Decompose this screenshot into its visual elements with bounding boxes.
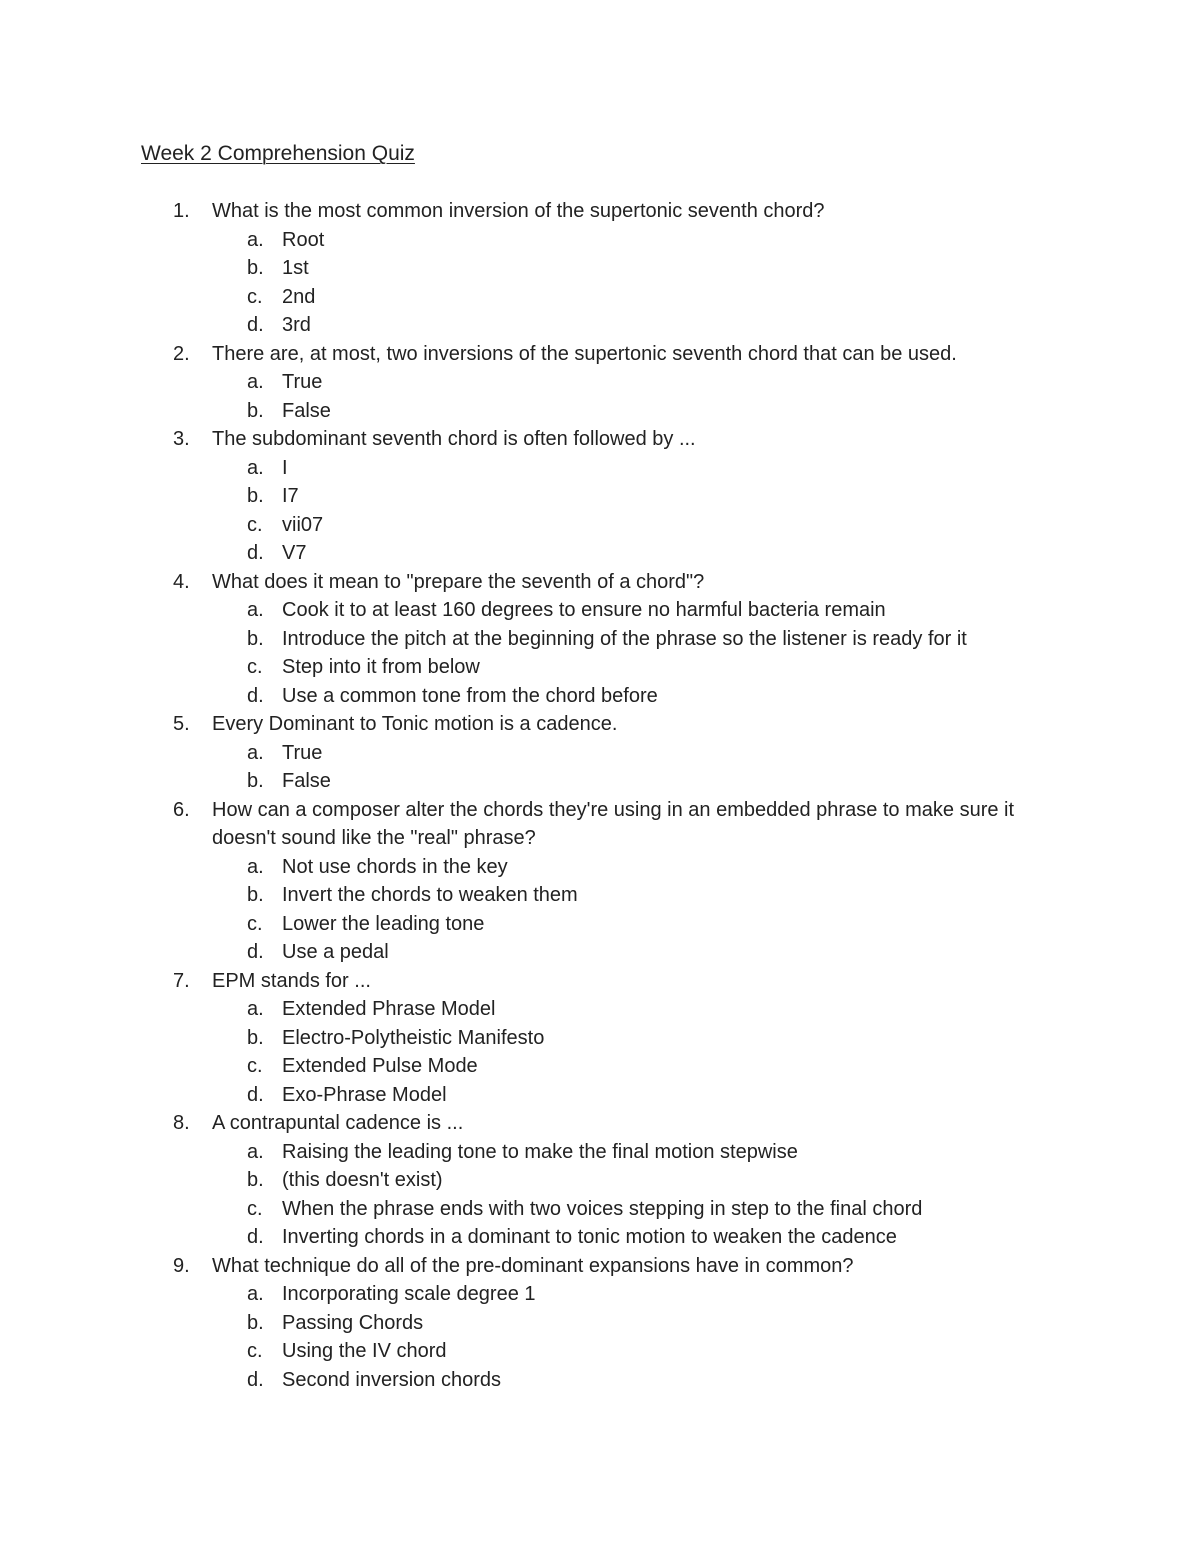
option-text: Passing Chords [282,1311,424,1334]
option-letter: d. [247,314,264,336]
option-text: Introduce the pitch at the beginning of the phrase so the listener is ready for it [282,627,967,650]
answer-option [0,910,1200,939]
option-text: Raising the leading tone to make the final motion stepwise [282,1140,798,1163]
option-text: False [282,399,331,422]
option-text: Not use chords in the key [282,855,508,878]
option-letter: d. [247,684,264,707]
question-number: 9. [173,1254,190,1277]
option-text: Electro-Polytheistic Manifesto [282,1026,545,1049]
answer-option [0,767,1200,796]
option-text: I7 [282,485,299,507]
option-text: vii07 [282,513,324,536]
question-item [0,340,1200,426]
option-letter: a. [247,855,264,878]
option-text: Extended Phrase Model [282,998,496,1020]
option-letter: a. [247,228,264,251]
question-row [0,197,1200,226]
question-row [0,1109,1200,1138]
answer-option [0,853,1200,882]
answer-option [0,1166,1200,1195]
option-letter: b. [247,1169,264,1191]
question-row [0,340,1200,369]
answer-option [0,682,1200,711]
option-letter: d. [247,542,264,564]
answer-option [0,482,1200,511]
option-text: Second inversion chords [282,1368,502,1391]
question-item [0,1252,1200,1395]
option-letter: c. [247,1197,263,1220]
option-letter: a. [247,741,264,764]
answer-option [0,397,1200,426]
answer-option [0,1280,1200,1309]
question-text: What technique do all of the pre-dominant expansions have in common? [212,1254,854,1277]
question-item [0,967,1200,1110]
option-letter: d. [247,941,264,963]
answer-option [0,1081,1200,1110]
option-letter: d. [247,1368,264,1391]
question-row [0,568,1200,597]
option-letter: b. [247,1026,264,1049]
question-text: What is the most common inversion of the supertonic seventh chord? [212,200,825,222]
answer-option [0,539,1200,568]
answer-option [0,254,1200,283]
option-letter: b. [247,257,264,279]
option-text: Root [282,228,325,251]
option-text: Use a common tone from the chord before [282,684,658,707]
question-list [0,197,1200,1394]
option-letter: c. [247,1055,263,1077]
option-text: 2nd [282,285,316,308]
option-text: Exo-Phrase Model [282,1083,447,1106]
question-number: 8. [173,1112,190,1134]
option-letter: b. [247,770,264,792]
answer-option [0,995,1200,1024]
answer-option [0,226,1200,255]
question-item [0,425,1200,568]
answer-option [0,454,1200,483]
option-letter: c. [247,285,263,308]
option-text: 1st [282,257,309,279]
option-text: Invert the chords to weaken them [282,884,578,906]
option-letter: b. [247,884,264,906]
option-text: True [282,371,323,393]
option-letter: a. [247,456,264,479]
question-text: The subdominant seventh chord is often followed by ... [212,428,696,450]
question-text: What does it mean to "prepare the seventh of a chord"? [212,570,705,593]
answer-option [0,653,1200,682]
option-letter: d. [247,1226,264,1248]
question-number: 3. [173,428,190,450]
question-text: How can a composer alter the chords they're using in an embedded phrase to make sure it doesn't sound like the "real" phrase? [212,798,1015,849]
option-text: False [282,770,331,792]
option-letter: c. [247,513,263,536]
question-row [0,967,1200,996]
option-text: When the phrase ends with two voices stepping in step to the final chord [282,1197,923,1220]
option-text: Lower the leading tone [282,912,485,935]
answer-option [0,1138,1200,1167]
option-text: Cook it to at least 160 degrees to ensure no harmful bacteria remain [282,599,886,621]
question-row [0,710,1200,739]
answer-option [0,625,1200,654]
answer-option [0,511,1200,540]
option-letter: c. [247,1340,263,1362]
answer-option [0,881,1200,910]
question-item [0,197,1200,340]
option-text: Use a pedal [282,941,389,963]
question-row [0,1252,1200,1281]
answer-option [0,1223,1200,1252]
question-text: EPM stands for ... [212,969,371,992]
option-text: V7 [282,542,307,564]
answer-option [0,1309,1200,1338]
question-text: Every Dominant to Tonic motion is a cadence. [212,713,618,735]
answer-option [0,283,1200,312]
option-letter: c. [247,656,263,678]
option-text: Using the IV chord [282,1340,447,1362]
question-item [0,796,1200,967]
question-row [0,796,1200,853]
option-letter: d. [247,1083,264,1106]
option-letter: c. [247,912,263,935]
option-letter: b. [247,627,264,650]
question-number: 6. [173,798,190,821]
option-text: I [282,456,288,479]
answer-option [0,1195,1200,1224]
question-item [0,568,1200,711]
option-letter: b. [247,1311,264,1334]
question-number: 4. [173,570,190,593]
option-letter: a. [247,1140,264,1163]
option-text: 3rd [282,314,311,336]
option-letter: a. [247,599,264,621]
answer-option [0,311,1200,340]
question-text: A contrapuntal cadence is ... [212,1112,464,1134]
answer-option [0,596,1200,625]
question-item [0,1109,1200,1252]
option-letter: a. [247,1283,264,1305]
question-item [0,710,1200,796]
option-letter: a. [247,371,264,393]
option-text: Extended Pulse Mode [282,1055,478,1077]
question-number: 2. [173,342,190,365]
option-letter: a. [247,998,264,1020]
option-text: Incorporating scale degree 1 [282,1283,536,1305]
question-row [0,425,1200,454]
answer-option [0,938,1200,967]
option-letter: b. [247,399,264,422]
option-text: Step into it from below [282,656,480,678]
option-text: (this doesn't exist) [282,1169,443,1191]
option-letter: b. [247,485,264,507]
question-number: 7. [173,969,190,992]
question-number: 5. [173,713,190,735]
answer-option [0,368,1200,397]
answer-option [0,1052,1200,1081]
answer-option [0,1337,1200,1366]
answer-option [0,1024,1200,1053]
answer-option [0,1366,1200,1395]
answer-option [0,739,1200,768]
question-number: 1. [173,200,190,222]
question-text: There are, at most, two inversions of the supertonic seventh chord that can be used. [212,342,957,365]
option-text: True [282,741,323,764]
option-text: Inverting chords in a dominant to tonic motion to weaken the cadence [282,1226,897,1248]
page-title: Week 2 Comprehension Quiz [141,142,415,165]
